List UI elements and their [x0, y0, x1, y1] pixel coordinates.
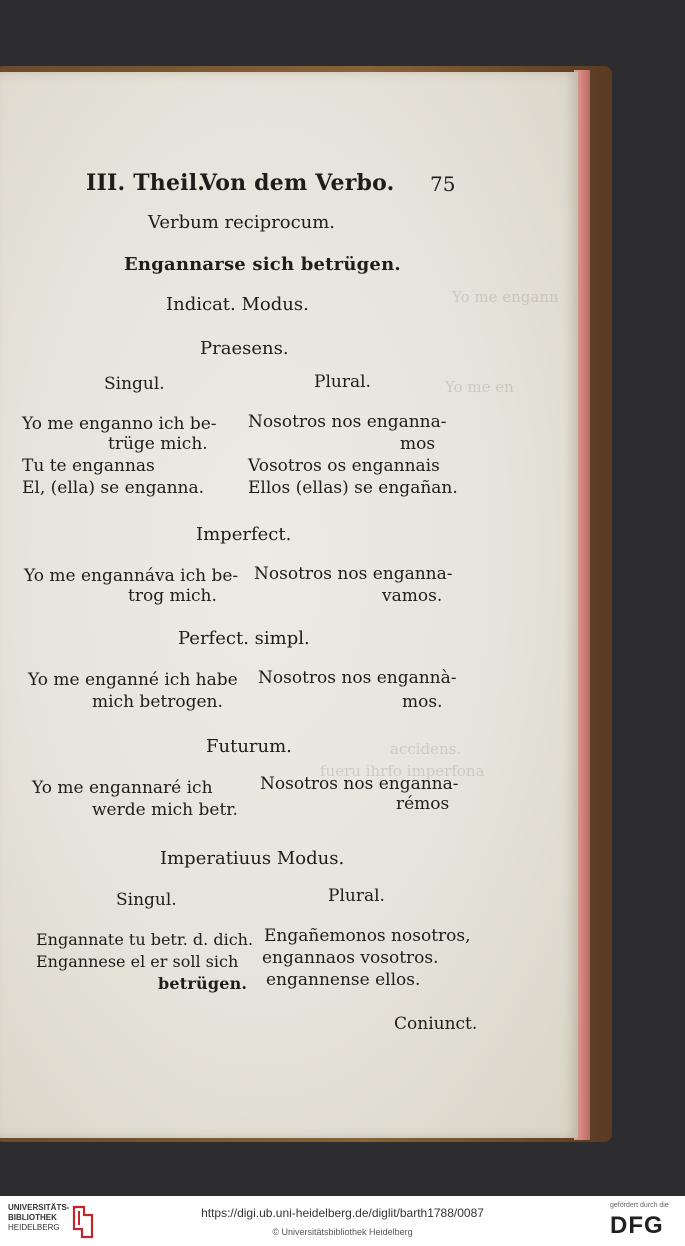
conj-singular: El, (ella) se enganna. — [22, 478, 205, 498]
singular-label: Singul. — [104, 374, 165, 394]
copyright-text: © Universitätsbibliothek Heidelberg — [272, 1227, 413, 1237]
conj-singular: Yo me engannáva ich be- — [24, 566, 239, 586]
conj-plural: Ellos (ellas) se engañan. — [248, 478, 458, 498]
conj-singular: trog mich. — [128, 586, 217, 606]
tense-heading: Futurum. — [206, 736, 292, 757]
conj-singular: Engannese el er soll sich — [36, 952, 239, 971]
show-through-text: fueru ihrfo imperfona — [320, 762, 485, 780]
section-title: Verbum reciprocum. — [148, 212, 336, 233]
conj-plural: Nosotros nos enganna- — [260, 774, 459, 794]
conj-singular: Tu te engannas — [22, 456, 155, 476]
plural-label: Plural. — [328, 886, 385, 906]
library-name-line: UNIVERSITÄTS- — [8, 1203, 70, 1212]
verb-heading: Engannarse sich betrügen. — [124, 254, 401, 275]
book-page — [0, 72, 578, 1138]
conj-plural: mos — [400, 434, 436, 454]
conj-plural: engannense ellos. — [266, 970, 421, 990]
header-part: III. Theil. — [86, 170, 206, 196]
conj-plural: Engañemonos nosotros, — [264, 926, 471, 946]
catchword: Coniunct. — [394, 1014, 478, 1034]
mood-heading: Indicat. Modus. — [166, 294, 309, 315]
mood-heading: Imperatiuus Modus. — [160, 848, 345, 869]
conj-plural: Vosotros os engannais — [248, 456, 440, 476]
show-through-text: Yo me engann — [452, 288, 559, 306]
conj-singular: Yo me enganno ich be- — [22, 414, 217, 434]
conj-singular: werde mich betr. — [92, 800, 238, 820]
conj-singular: Yo me enganné ich habe — [28, 670, 238, 690]
conj-singular: Engannate tu betr. d. dich. — [36, 930, 254, 949]
show-through-text: Yo me en — [445, 378, 514, 396]
conj-plural: mos. — [402, 692, 443, 712]
library-name-line: HEIDELBERG — [8, 1223, 60, 1232]
singular-label: Singul. — [116, 890, 177, 910]
show-through-text: accidens. — [390, 740, 462, 758]
library-name-line: BIBLIOTHEK — [8, 1213, 57, 1222]
plural-label: Plural. — [314, 372, 371, 392]
tense-heading: Praesens. — [200, 338, 289, 359]
conj-plural: Nosotros nos engannà- — [258, 668, 457, 688]
tense-heading: Imperfect. — [196, 524, 292, 545]
conj-plural: vamos. — [382, 586, 443, 606]
header-title: Von dem Verbo. — [200, 170, 395, 196]
conj-plural: engannaos vosotros. — [262, 948, 439, 968]
conj-singular: trüge mich. — [108, 434, 208, 454]
conj-plural: Nosotros nos enganna- — [248, 412, 447, 432]
dfg-logo[interactable]: DFG — [610, 1212, 664, 1239]
conj-plural: rémos — [396, 794, 450, 814]
tense-heading: Perfect. simpl. — [178, 628, 310, 649]
funder-label: gefördert durch die — [610, 1202, 669, 1209]
page-url[interactable]: https://digi.ub.uni-heidelberg.de/diglit/barth1788/0087 — [201, 1206, 484, 1220]
page-number: 75 — [430, 172, 456, 196]
conj-singular: mich betrogen. — [92, 692, 223, 712]
conj-singular: betrügen. — [158, 974, 248, 993]
conj-plural: Nosotros nos enganna- — [254, 564, 453, 584]
conj-singular: Yo me engannaré ich — [32, 778, 213, 798]
